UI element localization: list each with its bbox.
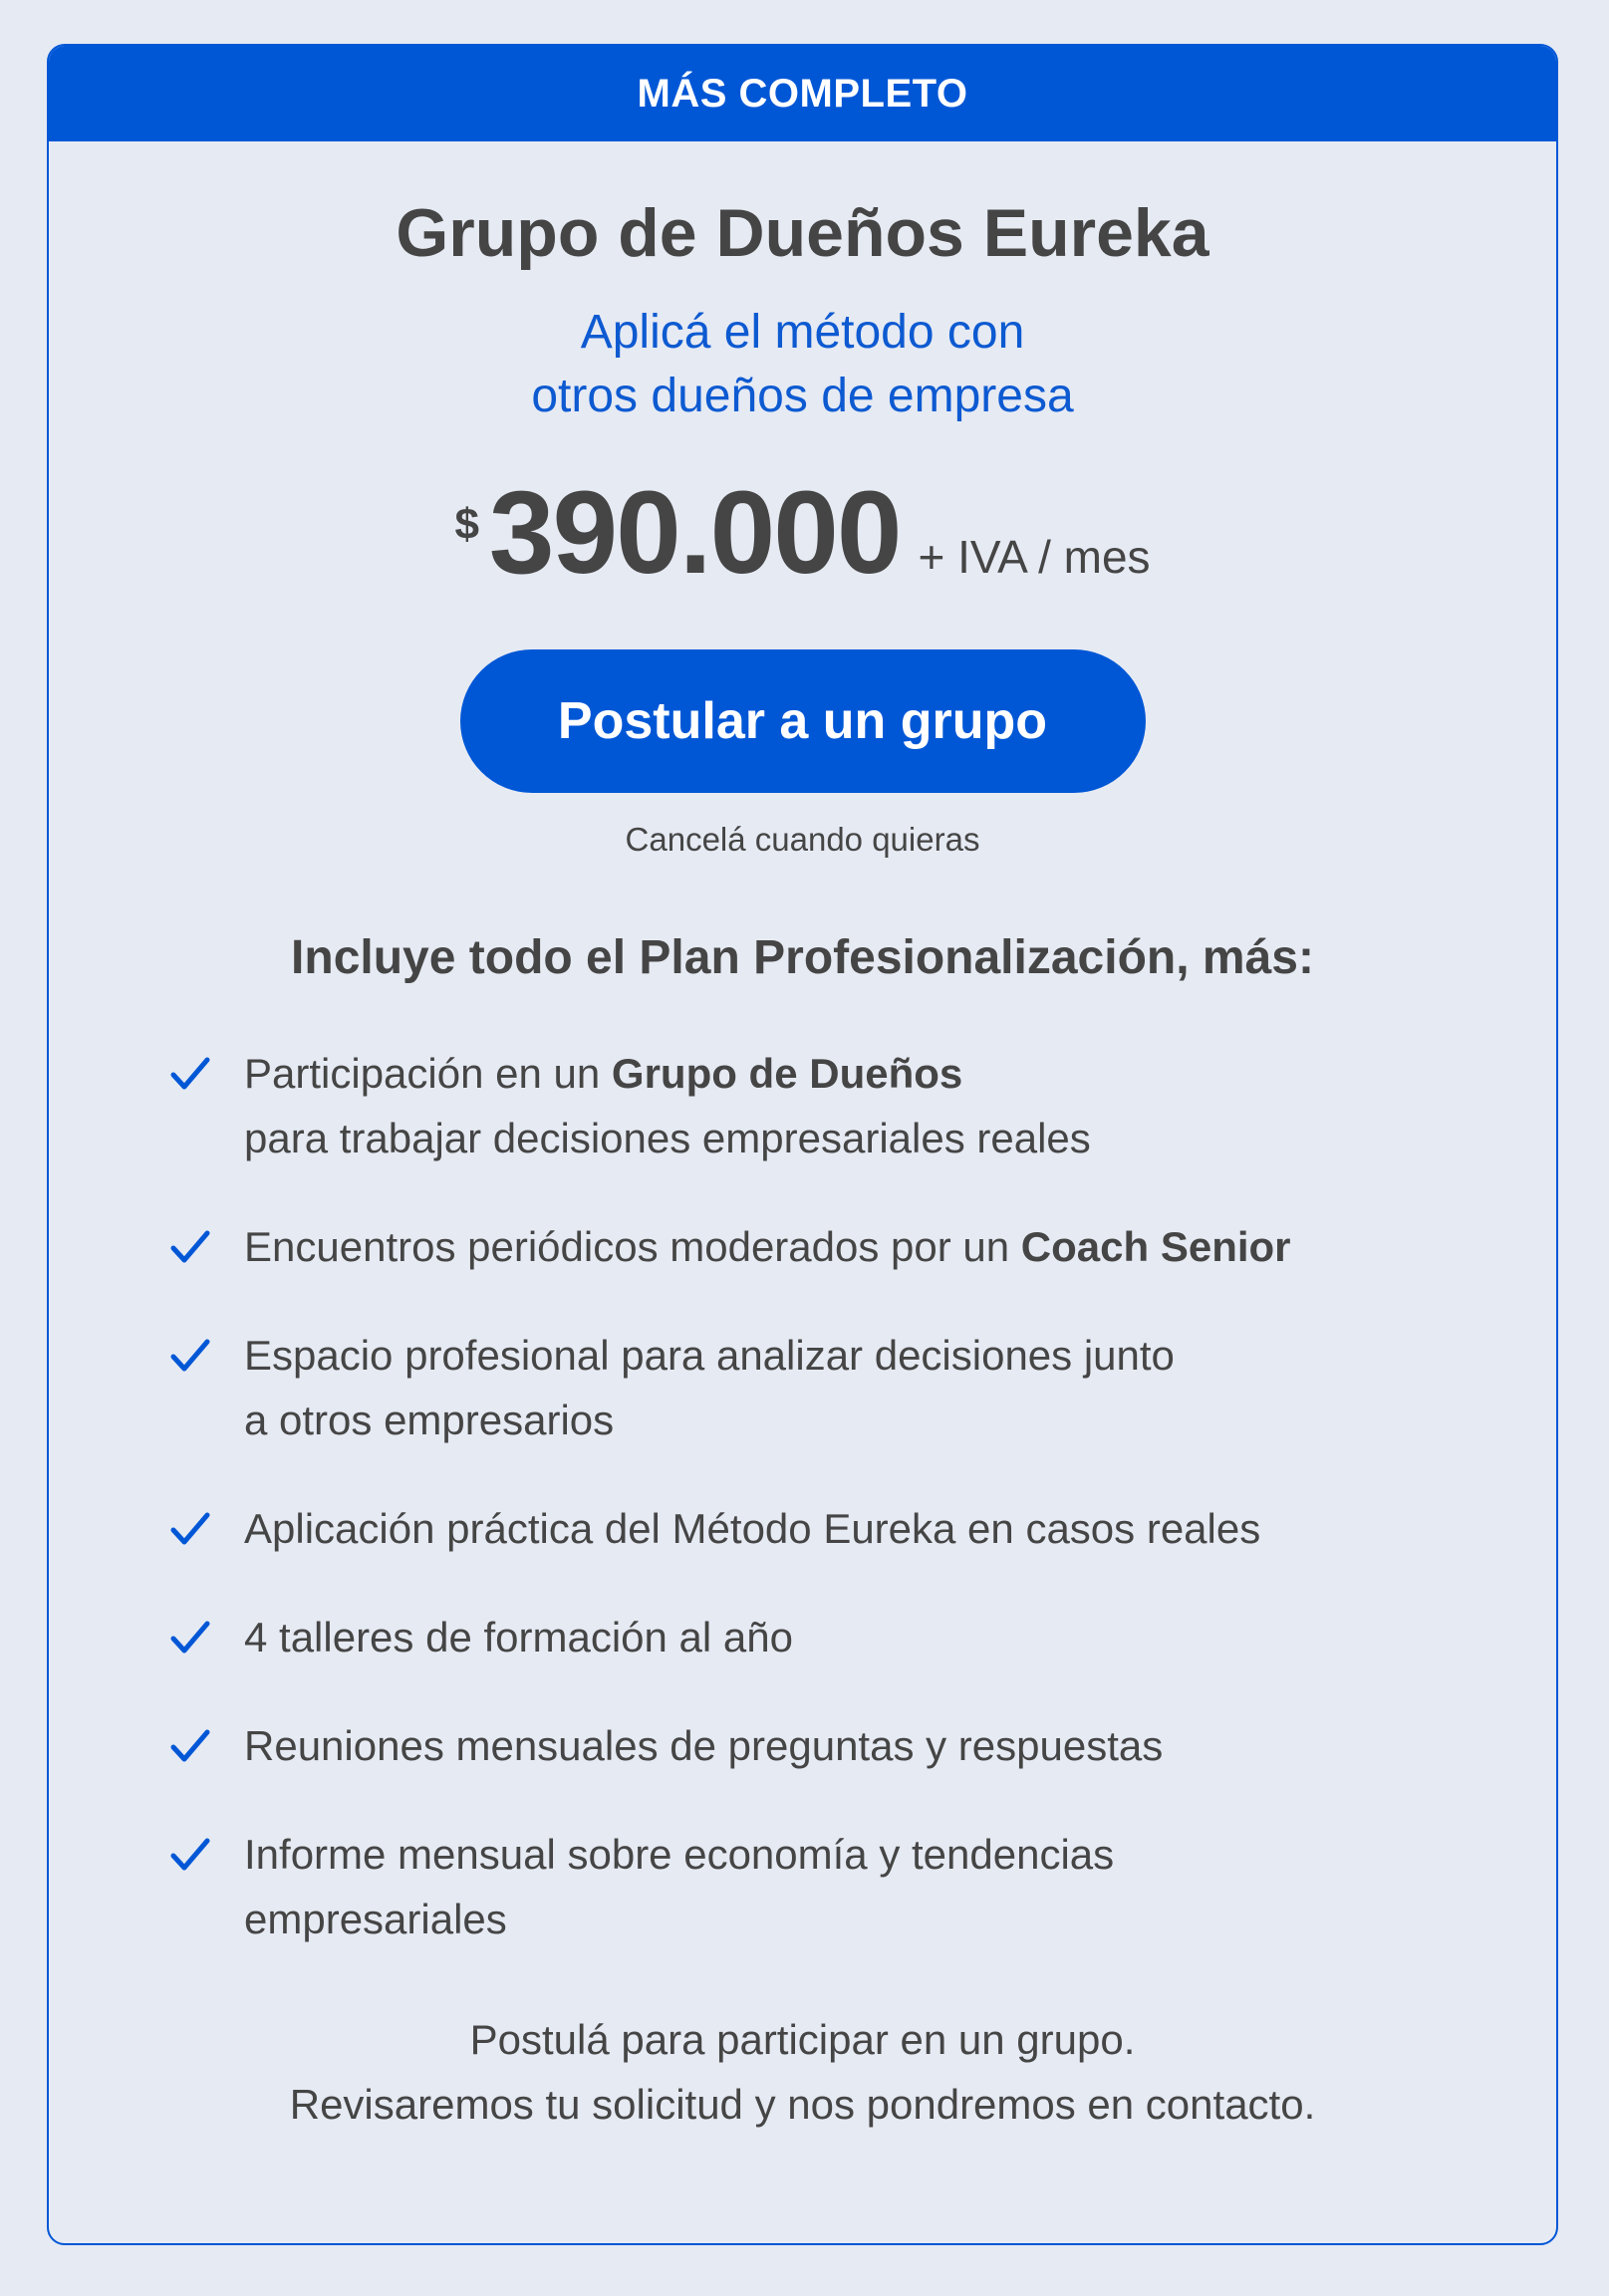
check-icon — [168, 1713, 244, 1778]
plan-subtitle-line1: Aplicá el método con — [580, 306, 1025, 359]
feature-text — [244, 1713, 1163, 1778]
feature-text-regular: Espacio profesional para analizar decisiones junto — [244, 1332, 1175, 1379]
check-icon — [168, 1214, 244, 1279]
plan-subtitle-line2: otros dueños de empresa — [531, 370, 1074, 422]
price-suffix: + IVA / mes — [918, 531, 1151, 583]
feature-text — [244, 1214, 1291, 1279]
check-icon — [168, 1496, 244, 1561]
feature-line1 — [244, 1822, 1114, 1887]
price — [49, 467, 1556, 599]
feature-line1 — [244, 1214, 1291, 1279]
feature-text — [244, 1605, 793, 1669]
pricing-card — [47, 44, 1558, 2245]
feature-item — [168, 1605, 1556, 1669]
feature-item — [168, 1713, 1556, 1778]
price-amount: 390.000 — [488, 467, 901, 599]
feature-text-bold: Grupo de Dueños — [611, 1050, 963, 1097]
feature-line2: para trabajar decisiones empresariales reales — [244, 1115, 1091, 1161]
feature-line1 — [244, 1323, 1175, 1388]
cancel-note: Cancelá cuando quieras — [625, 821, 980, 858]
closing-note — [49, 2007, 1556, 2137]
closing-line2: Revisaremos tu solicitud y nos pondremos en contacto. — [289, 2081, 1316, 2128]
includes-heading: Incluye todo el Plan Profesionalización, más: — [291, 931, 1314, 984]
closing-line1: Postulá para participar en un grupo. — [469, 2016, 1136, 2063]
feature-text — [244, 1323, 1175, 1452]
feature-item — [168, 1822, 1556, 1951]
check-icon — [168, 1605, 244, 1669]
feature-item — [168, 1496, 1556, 1561]
feature-line2: empresariales — [244, 1896, 507, 1942]
check-icon — [168, 1041, 244, 1106]
apply-group-button[interactable]: Postular a un grupo — [460, 649, 1146, 793]
feature-text — [244, 1041, 1091, 1170]
check-icon — [168, 1822, 244, 1887]
price-currency: $ — [454, 500, 479, 549]
feature-text-bold: Coach Senior — [1020, 1223, 1291, 1270]
feature-text — [244, 1496, 1260, 1561]
feature-list — [49, 1041, 1556, 1951]
feature-text-regular: Informe mensual sobre economía y tendencias — [244, 1831, 1115, 1878]
plan-badge-banner: MÁS COMPLETO — [49, 46, 1556, 141]
plan-subtitle — [49, 301, 1556, 428]
feature-line1 — [244, 1605, 793, 1669]
feature-line1 — [244, 1496, 1260, 1561]
feature-line1 — [244, 1713, 1163, 1778]
check-icon — [168, 1323, 244, 1388]
feature-text-regular: Aplicación práctica del Método Eureka en casos reales — [244, 1505, 1261, 1552]
feature-text-regular: Participación en un — [244, 1050, 612, 1097]
feature-line1 — [244, 1041, 1091, 1106]
feature-text-regular: 4 talleres de formación al año — [244, 1614, 793, 1660]
feature-item — [168, 1214, 1556, 1279]
feature-text — [244, 1822, 1114, 1951]
feature-line2: a otros empresarios — [244, 1397, 615, 1443]
plan-title: Grupo de Dueños Eureka — [396, 195, 1209, 271]
feature-text-regular: Encuentros periódicos moderados por un — [244, 1223, 1021, 1270]
feature-item — [168, 1323, 1556, 1452]
feature-text-regular: Reuniones mensuales de preguntas y respuestas — [244, 1722, 1164, 1769]
feature-item — [168, 1041, 1556, 1170]
